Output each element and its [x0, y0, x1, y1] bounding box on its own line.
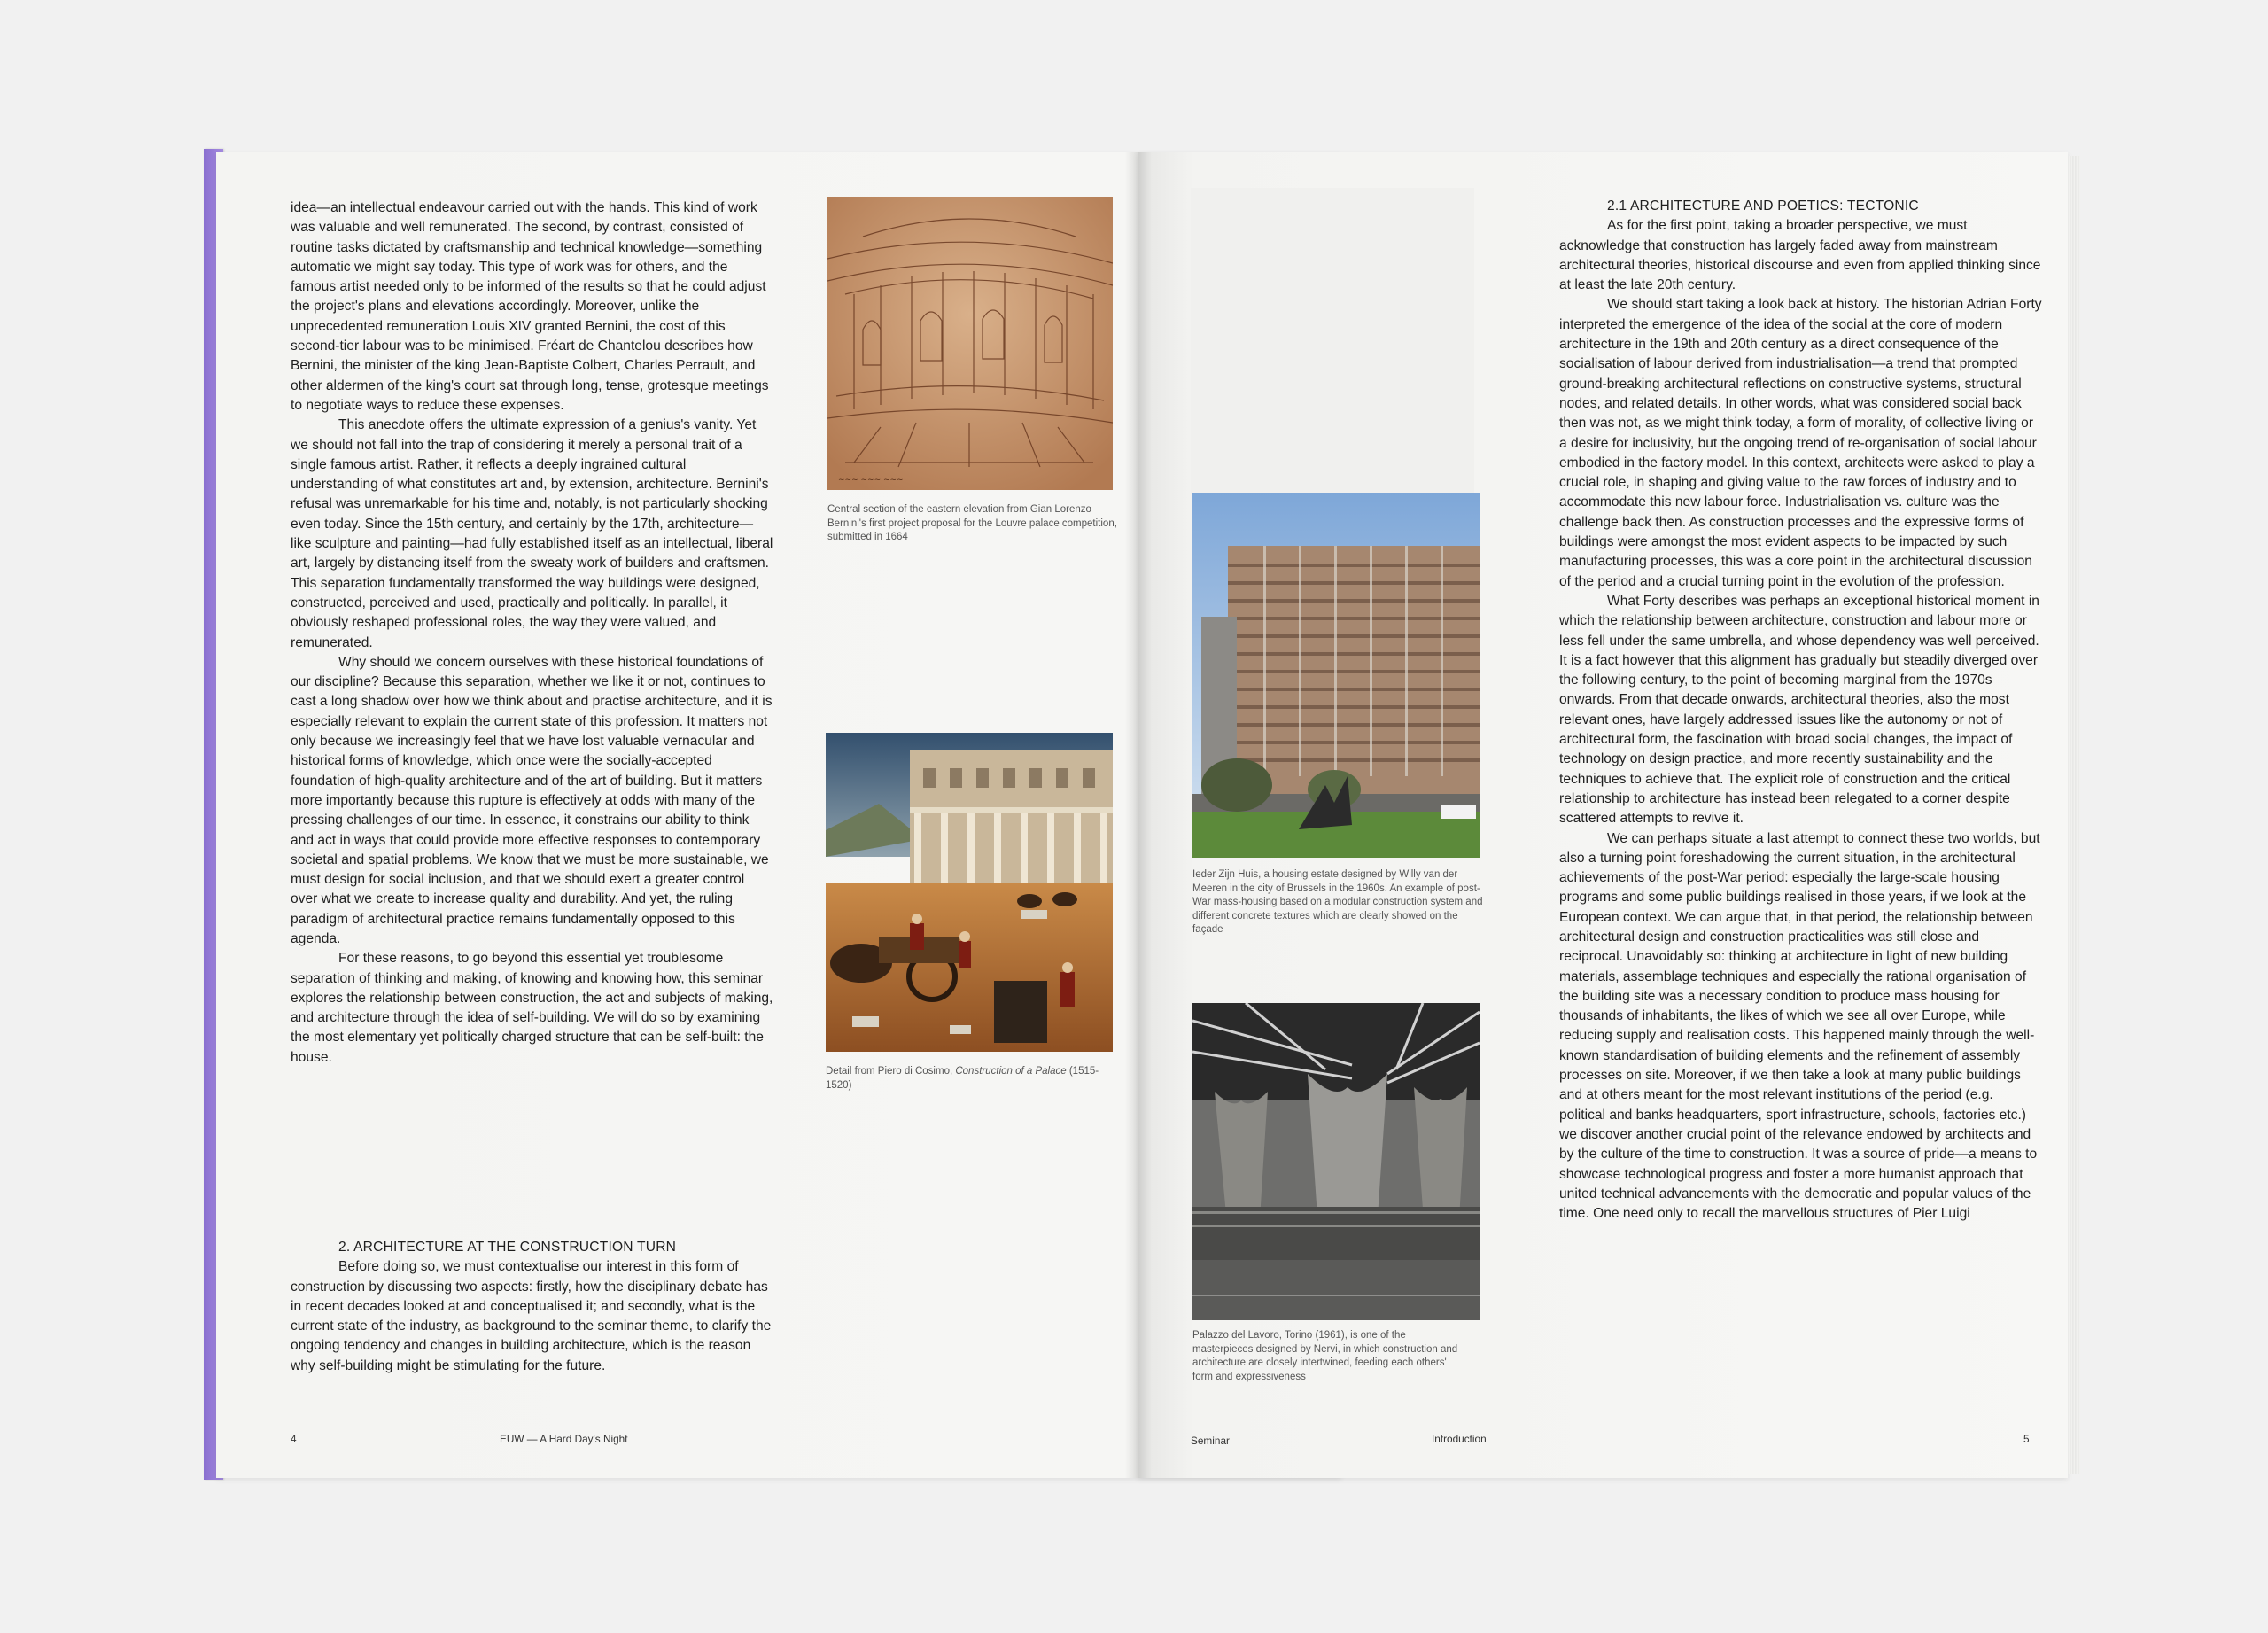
- page-number-left: 4: [291, 1433, 297, 1445]
- left-column-text: [291, 198, 773, 1068]
- caption-bernini: Central section of the eastern elevation from Gian Lorenzo Bernini's first project proposal for the Louvre palace competition, submitted in 1664: [827, 504, 1117, 542]
- paragraph: Before doing so, we must contextualise our interest in this form of construction by discussing two aspects: firstly, how the disciplinary debate has in recent decades looked at and conceptualised it; and secondly, what is the current state of the industry, as background to the seminar theme, to clarify the ongoing tendency and changes in building architecture, which is the reason why self-building might be stimulating for the future.: [291, 1259, 772, 1373]
- ghost-show-through-block: [1191, 188, 1474, 494]
- footer-introduction: Introduction: [1432, 1433, 1487, 1445]
- caption-piero: [826, 1065, 1118, 1093]
- section-heading: 2. ARCHITECTURE AT THE CONSTRUCTION TURN: [338, 1240, 677, 1255]
- paragraph: We can perhaps situate a last attempt to connect these two worlds, but also a turning point foreshadowing the current situation, in the architectural achievements of the post-War period: especially the large-scale housing programs and some public buildings realised in those years, if we look at the European context. We can argue that, in that period, the relationship between architectural design and construction practicalities was still close and reciprocal. Unavoidably so: thinking at architecture in light of new building materials, assemblage techniques and especially the rational organisation of the building site was a necessary condition to produce mass housing for thousands of inhabitants, the likes of which we see all over Europe, while reducing supply and realisation costs. This happened mainly through the well-known standardisation of building elements and the refinement of assembly processes on site. Moreover, if we then take a look at many public buildings and at others meant for the most relevant institutions of the period (e.g. political and banks headquarters, sport infrastructure, schools, factories etc.) we discover another crucial point of the relevance endowed by architects and by the culture of the time to construction. It was a source of pride—a means to showcase technological progress and foster a more humanist approach that united technical advancements with the democratic and popular values of the time. One need only to recall the marvellous structures of Pier Luigi: [1559, 830, 2040, 1222]
- bernini-drawing-image: [827, 197, 1113, 490]
- caption-text: Detail from Piero di Cosimo,: [826, 1066, 956, 1077]
- gutter: [1125, 152, 1152, 1478]
- paragraph: This anecdote offers the ultimate expression of a genius's vanity. Yet we should not fall into the trap of considering it merely a personal trait of a single famous artist. Rather, it reflects a deeply ingrained cultural understanding of what constitutes art and, by extension, architecture. Bernini's refusal was unremarkable for his time and, notably, is not particularly shocking even today. Since the 15th century, and certainly by the 17th, architecture—like sculpture and painting—had fully established itself as an intellectual, liberal art, largely by distancing itself from the sweaty work of builders and craftsmen. This separation fundamentally transformed the way buildings were designed, constructed, perceived and used, practically and politically. In parallel, it obviously reshaped professional roles, the way they were valued, and remunerated.: [291, 417, 773, 650]
- right-column-text: [1559, 197, 2042, 1224]
- page-number-right: 5: [2023, 1433, 2030, 1445]
- magazine-spread: [204, 149, 2082, 1485]
- housing-estate-image: [1192, 493, 1480, 858]
- palazzo-del-lavoro-image: [1192, 1003, 1480, 1320]
- paragraph: What Forty describes was perhaps an exceptional historical moment in which the relationship between architecture, construction and labour more or less fell under the same umbrella, and whose dependency was well perceived. It is a fact however that this alignment has gradually but steadily diverged over the following century, to the point of becoming marginal from the 1970s onwards. From that decade onwards, architectural theories, also the most relevant ones, have largely addressed issues like the autonomy or not of architectural form, the fascination with broad social changes, the impact of technology on design practice, and more recently sustainability and the techniques to achieve that. The explicit role of construction and the critical relationship to architecture has instead been relegated to a corner despite scattered attempts to revive it.: [1559, 593, 2039, 827]
- caption-housing: Ieder Zijn Huis, a housing estate designed by Willy van der Meeren in the city of Brussels in the 1960s. An example of post-War mass-housing based on a modular construction system and different concrete textures which are clearly showed on the façade: [1192, 869, 1483, 935]
- paragraph: Why should we concern ourselves with these historical foundations of our discipline? Because this separation, whether we like it or not, continues to cast a long shadow over how we think about and practise architecture, and it is especially relevant to explain the current state of this profession. It matters not only because we increasingly feel that we have lost valuable vernacular and historical forms of knowledge, which once were the socially-accepted foundation of high-quality architecture and of the art of building. But it matters more importantly because this rupture is effectively at odds with many of the pressing challenges of our time. In essence, it constrains our ability to think and act in ways that could provide more effective responses to contemporary societal and spatial problems. We know that we must be more sustainable, we must design for social inclusion, and that we should exert a greater control over what we create to increase quality and durability. And yet, the ruling paradigm of architectural practice remains fundamentally opposed to this agenda.: [291, 654, 773, 946]
- running-head: EUW — A Hard Day's Night: [500, 1433, 628, 1445]
- right-page: [1138, 152, 2068, 1478]
- paragraph: For these reasons, to go beyond this essential yet troublesome separation of thinking and making, of knowing and knowing how, this seminar explores the relationship between construction, the act and subjects of making, and architecture through the idea of self-building. We will do so by examining the most elementary yet politically charged structure that can be self-built: the house.: [291, 951, 773, 1065]
- section-heading: 2.1 ARCHITECTURE AND POETICS: TECTONIC: [1607, 198, 1919, 214]
- footer-seminar: Seminar: [1191, 1435, 1230, 1447]
- svg-text:~~~ ~~~ ~~~: ~~~ ~~~ ~~~: [838, 476, 904, 485]
- paragraph: We should start taking a look back at history. The historian Adrian Forty interpreted the emergence of the idea of the social at the core of modern architecture in the 19th and 20th century as a direct consequence of the socialisation of labour derived from industrialisation—a trend that prompted ground-breaking architectural reflections on constructive systems, structural nodes, and related details. In other words, what was considered social back then was not, as we might think today, a form of morality, of collective living or a desire for inclusivity, but the ongoing trend of re-organisation of social labour embodied in the factory model. In this context, architects were asked to play a crucial role, in shaping and giving value to the raw forces of industry and to accommodate this new labour force. Industrialisation vs. culture was the challenge back then. As construction processes and the expressive forms of buildings were amongst the most evident aspects to be impacted by such manufacturing processes, this was a core point in the architectural discussion of the period and a crucial turning point in the evolution of the profession.: [1559, 297, 2042, 589]
- paragraph: As for the first point, taking a broader perspective, we must acknowledge that construction has largely faded away from mainstream architectural theories, historical discourse and even from applied thinking since at least the late 20th century.: [1559, 218, 2041, 293]
- caption-italic-title: Construction of a Palace: [955, 1066, 1067, 1077]
- left-section-block: [291, 1238, 773, 1376]
- paragraph: idea—an intellectual endeavour carried out with the hands. This kind of work was valuable and well remunerated. The second, by contrast, consisted of routine tasks dictated by craftsmanship and technical knowledge—something automatic we might say today. This type of work was for others, and the famous artist needed only to be informed of the results so that he could adjust the project's plans and elevations accordingly. Moreover, unlike the unprecedented remuneration Louis XIV granted Bernini, the cost of this second-tier labour was to be minimised. Fréart de Chantelou describes how Bernini, the minister of the king Jean-Baptiste Colbert, Charles Perrault, and other aldermen of the king's court sat through long, tense, grotesque meetings to negotiate ways to reduce these expenses.: [291, 200, 769, 413]
- piero-di-cosimo-image: [826, 733, 1113, 1052]
- caption-text: (1515-1520): [826, 1066, 1099, 1091]
- page-edges: [2068, 156, 2080, 1474]
- caption-palazzo: Palazzo del Lavoro, Torino (1961), is one of the masterpieces designed by Nervi, in which construction and architecture are closely intertwined, feeding each others' form and expressiveness: [1192, 1330, 1458, 1382]
